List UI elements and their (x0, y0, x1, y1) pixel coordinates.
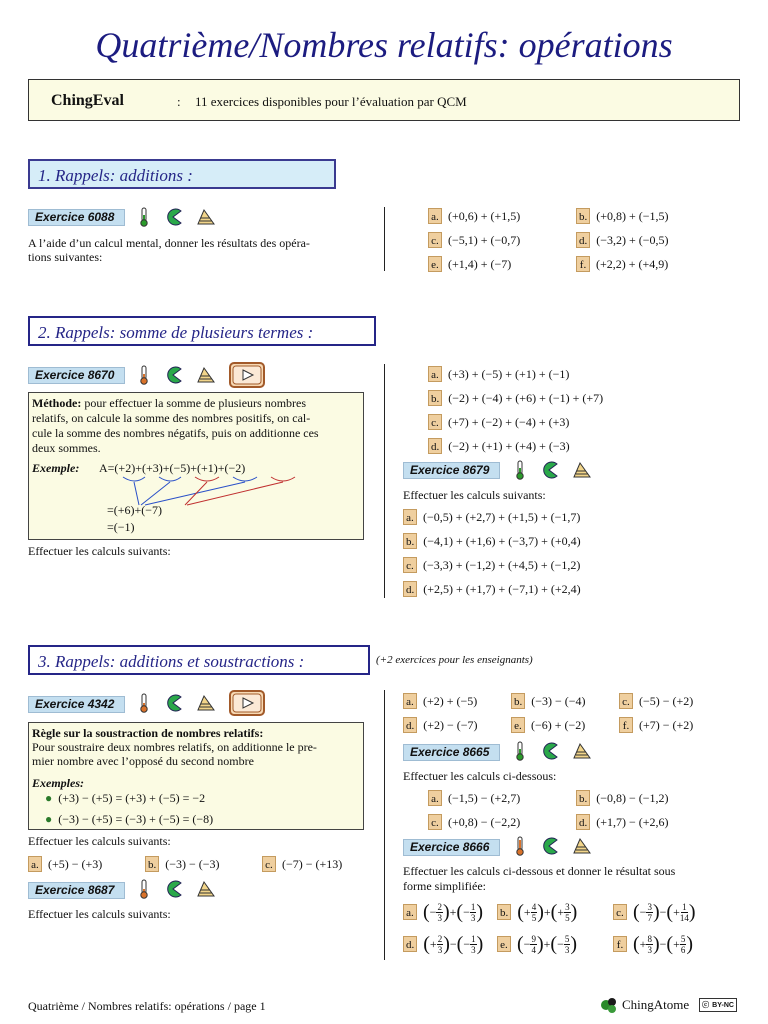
exercise-4342-label[interactable]: Exercice 4342 (28, 696, 125, 713)
video-icon[interactable] (229, 362, 265, 388)
section-3-heading (28, 645, 370, 675)
exercise-8666-icons (514, 836, 602, 856)
fraction: $\frac{3}{5}$ (565, 901, 570, 923)
example-line-1: A=(+2)+(+3)+(−5)+(+1)+(−2) (99, 461, 246, 475)
section-1-title: 1. Rappels: additions : (38, 166, 193, 185)
banner-description: 11 exercices disponibles pour l’évaluation par QCM (195, 94, 467, 109)
exercise-8679-label[interactable]: Exercice 8679 (403, 462, 500, 479)
cake-icon[interactable] (572, 461, 592, 479)
exercise-4342-right-items (403, 692, 743, 734)
pacman-icon[interactable] (163, 366, 183, 384)
answer-item[interactable]: a. (+3) + (−5) + (+1) + (−1) (428, 365, 603, 383)
rule-title: Règle sur la soustraction de nombres relatifs: (32, 726, 264, 740)
fraction-answer-item[interactable]: f. ( + $\frac{8}{3}$ ) − ( + $\frac{5}{6}$ ) (613, 930, 737, 958)
cake-icon[interactable] (196, 880, 216, 898)
exercise-8666-items (403, 898, 743, 958)
exercise-8687-label[interactable]: Exercice 8687 (28, 882, 125, 899)
license-badge: ⓒ BY-NC (699, 998, 737, 1012)
thermometer-icon[interactable] (138, 693, 150, 713)
example-line-3: =(−1) (107, 520, 135, 534)
exercise-8679-icons (514, 460, 602, 480)
thermometer-icon[interactable] (514, 741, 526, 761)
exercise-8679-items (403, 508, 581, 598)
answer-item[interactable]: b. (+0,8) + (−1,5) (576, 207, 724, 225)
fraction-answer-item[interactable]: d. ( + $\frac{2}{3}$ ) − ( − $\frac{1}{3}$ ) (403, 930, 497, 958)
method-line-4: deux sommes. (32, 441, 101, 455)
footer-text: Quatrième / Nombres relatifs: opérations / page 1 (28, 999, 266, 1013)
column-divider (384, 690, 385, 960)
thermometer-icon[interactable] (514, 836, 526, 856)
section-3-title: 3. Rappels: additions et soustractions : (38, 652, 305, 671)
answer-item[interactable]: c. (+0,8) − (−2,2) (428, 813, 576, 831)
exercise-8666-prompt-2: forme simplifiée: (403, 879, 486, 893)
exercise-6088-text-1: A l’aide d’un calcul mental, donner les résultats des opéra- (28, 236, 310, 250)
example-line-2: =(+6)+(−7) (107, 503, 163, 517)
fraction: $\frac{4}{5}$ (531, 901, 537, 923)
fraction: $\frac{5}{3}$ (564, 933, 570, 955)
answer-item[interactable]: c. (−3,3) + (−1,2) + (+4,5) + (−1,2) (403, 556, 581, 574)
banner-separator: : (177, 94, 181, 109)
answer-item[interactable]: d. (+2) − (−7) (403, 716, 511, 734)
answer-item[interactable]: b. (−0,8) − (−1,2) (576, 789, 726, 807)
exercise-8670-prompt: Effectuer les calculs suivants: (28, 544, 171, 558)
rule-box (28, 722, 364, 830)
answer-item[interactable]: c. (−5) − (+2) (619, 692, 729, 710)
banner-brand: ChingEval (51, 92, 124, 109)
pacman-icon[interactable] (163, 880, 183, 898)
answer-item[interactable]: a. (+2) + (−5) (403, 692, 511, 710)
exercise-8665-items (428, 789, 738, 831)
pacman-icon[interactable] (163, 694, 183, 712)
fraction: $\frac{2}{3}$ (437, 933, 443, 955)
cake-icon[interactable] (196, 694, 216, 712)
column-divider (384, 207, 385, 271)
pacman-icon[interactable] (539, 742, 559, 760)
exercise-6088-text-2: tions suivantes: (28, 250, 103, 264)
answer-item[interactable]: b. (−3) − (−4) (511, 692, 619, 710)
footer-brand (600, 996, 737, 1014)
example-label: Exemple: (32, 461, 80, 475)
answer-item[interactable]: f. (+7) − (+2) (619, 716, 729, 734)
video-icon[interactable] (229, 690, 265, 716)
answer-item[interactable]: a. (+0,6) + (+1,5) (428, 207, 576, 225)
exercise-8679-prompt: Effectuer les calculs suivants: (403, 488, 546, 502)
fraction-answer-item[interactable]: e. ( − $\frac{9}{4}$ ) + ( − $\frac{5}{3}$ ) (497, 930, 613, 958)
answer-item[interactable]: d. (+2,5) + (+1,7) + (−7,1) + (+2,4) (403, 580, 581, 598)
answer-item[interactable]: f. (+2,2) + (+4,9) (576, 255, 724, 273)
example-bullet-1: ● (+3) − (+5) = (+3) + (−5) = −2 (45, 791, 206, 805)
fraction: $\frac{3}{7}$ (647, 901, 652, 923)
rule-line-1: Pour soustraire deux nombres relatifs, on additionne le pre- (32, 740, 317, 754)
fraction: $\frac{8}{3}$ (647, 933, 652, 955)
exercise-8670-items (428, 365, 603, 455)
cake-icon[interactable] (572, 837, 592, 855)
exercise-8670-icons (138, 362, 275, 382)
fraction-answer-item[interactable]: c. ( − $\frac{3}{7}$ ) − ( + $\frac{1}{14}$ ) (613, 898, 737, 926)
exercise-6088-label[interactable]: Exercice 6088 (28, 209, 125, 226)
page-title: Quatrième/Nombres relatifs: opérations (95, 25, 673, 65)
answer-item[interactable]: b. (−2) + (−4) + (+6) + (−1) + (+7) (428, 389, 603, 407)
answer-item[interactable]: c. (+7) + (−2) + (−4) + (+3) (428, 413, 603, 431)
footer-brand-name: ChingAtome (622, 997, 690, 1012)
exercise-8687-icons (138, 879, 226, 899)
section-3-teacher-note: (+2 exercices pour les enseignants) (376, 654, 533, 666)
answer-item[interactable]: d. (−2) + (+1) + (+4) + (−3) (428, 437, 603, 455)
answer-item[interactable]: e. (+1,4) + (−7) (428, 255, 576, 273)
answer-item[interactable]: a. (−1,5) − (+2,7) (428, 789, 576, 807)
column-divider (384, 364, 385, 598)
exercise-8687-prompt: Effectuer les calculs suivants: (28, 907, 171, 921)
cake-icon[interactable] (196, 208, 216, 226)
chingeval-banner (28, 79, 740, 121)
bullet-icon: ● (45, 791, 53, 805)
thermometer-icon[interactable] (138, 207, 150, 227)
fraction: $\frac{2}{3}$ (437, 901, 442, 923)
exercise-4342-prompt: Effectuer les calculs suivants: (28, 834, 171, 848)
method-line-3: cule la somme des nombres négatifs, puis on additionne ces (32, 426, 319, 440)
fraction: $\frac{9}{4}$ (531, 933, 536, 955)
answer-item[interactable]: e. (−6) + (−2) (511, 716, 619, 734)
answer-item[interactable]: c. (−7) − (+13) (262, 855, 342, 873)
answer-item[interactable]: a. (+5) − (+3) (28, 855, 145, 873)
answer-item[interactable]: c. (−5,1) + (−0,7) (428, 231, 576, 249)
pacman-icon[interactable] (539, 461, 559, 479)
answer-item[interactable]: d. (+1,7) − (+2,6) (576, 813, 726, 831)
method-line-1: Méthode: pour effectuer la somme de plusieurs nombres (32, 396, 307, 410)
fraction: $\frac{1}{3}$ (471, 933, 476, 955)
cake-icon[interactable] (572, 742, 592, 760)
cake-icon[interactable] (196, 366, 216, 384)
exercise-4342-left-items (28, 855, 342, 873)
fraction: $\frac{1}{3}$ (470, 901, 476, 923)
pacman-icon[interactable] (539, 837, 559, 855)
answer-item[interactable]: d. (−3,2) + (−0,5) (576, 231, 724, 249)
fraction: $\frac{1}{14}$ (679, 901, 689, 923)
example-bullet-2: ● (−3) − (+5) = (−3) + (−5) = (−8) (45, 812, 214, 826)
method-line-2: relatifs, on calcule la somme des nombres positifs, on cal- (32, 411, 311, 425)
fraction-answer-item[interactable]: a. ( − $\frac{2}{3}$ ) + ( − $\frac{1}{3}$ ) (403, 898, 497, 926)
rule-line-2: mier nombre avec l’opposé du second nombre (32, 754, 254, 768)
exercise-8665-icons (514, 741, 602, 761)
exercise-8666-prompt-1: Effectuer les calculs ci-dessous et donner le résultat sous (403, 864, 676, 878)
exercise-6088-items (428, 207, 738, 273)
section-2-title: 2. Rappels: somme de plusieurs termes : (38, 323, 314, 342)
fraction: $\frac{5}{6}$ (680, 933, 686, 955)
answer-item[interactable]: a. (−0,5) + (+2,7) + (+1,5) + (−1,7) (403, 508, 581, 526)
thermometer-icon[interactable] (138, 879, 150, 899)
method-box (28, 392, 364, 540)
answer-item[interactable]: b. (−3) − (−3) (145, 855, 262, 873)
chingatome-logo-icon (600, 996, 618, 1014)
exercise-6088-icons (138, 207, 226, 227)
cc-icon: ⓒ (702, 1002, 710, 1009)
fraction-items-grid (403, 898, 743, 958)
exercise-8665-label[interactable]: Exercice 8665 (403, 744, 500, 761)
section-1-heading (28, 159, 336, 189)
bullet-icon: ● (45, 812, 53, 826)
section-2-heading (28, 316, 376, 346)
thermometer-icon[interactable] (138, 365, 150, 385)
exercise-8670-label[interactable]: Exercice 8670 (28, 367, 125, 384)
pacman-icon[interactable] (163, 208, 183, 226)
answer-item[interactable]: b. (−4,1) + (+1,6) + (−3,7) + (+0,4) (403, 532, 581, 550)
examples-label: Exemples: (32, 776, 84, 790)
thermometer-icon[interactable] (514, 460, 526, 480)
exercise-4342-icons (138, 690, 275, 710)
exercise-8666-label[interactable]: Exercice 8666 (403, 839, 500, 856)
exercise-8665-prompt: Effectuer les calculs ci-dessous: (403, 769, 557, 783)
fraction-answer-item[interactable]: b. ( + $\frac{4}{5}$ ) + ( + $\frac{3}{5}$ ) (497, 898, 613, 926)
